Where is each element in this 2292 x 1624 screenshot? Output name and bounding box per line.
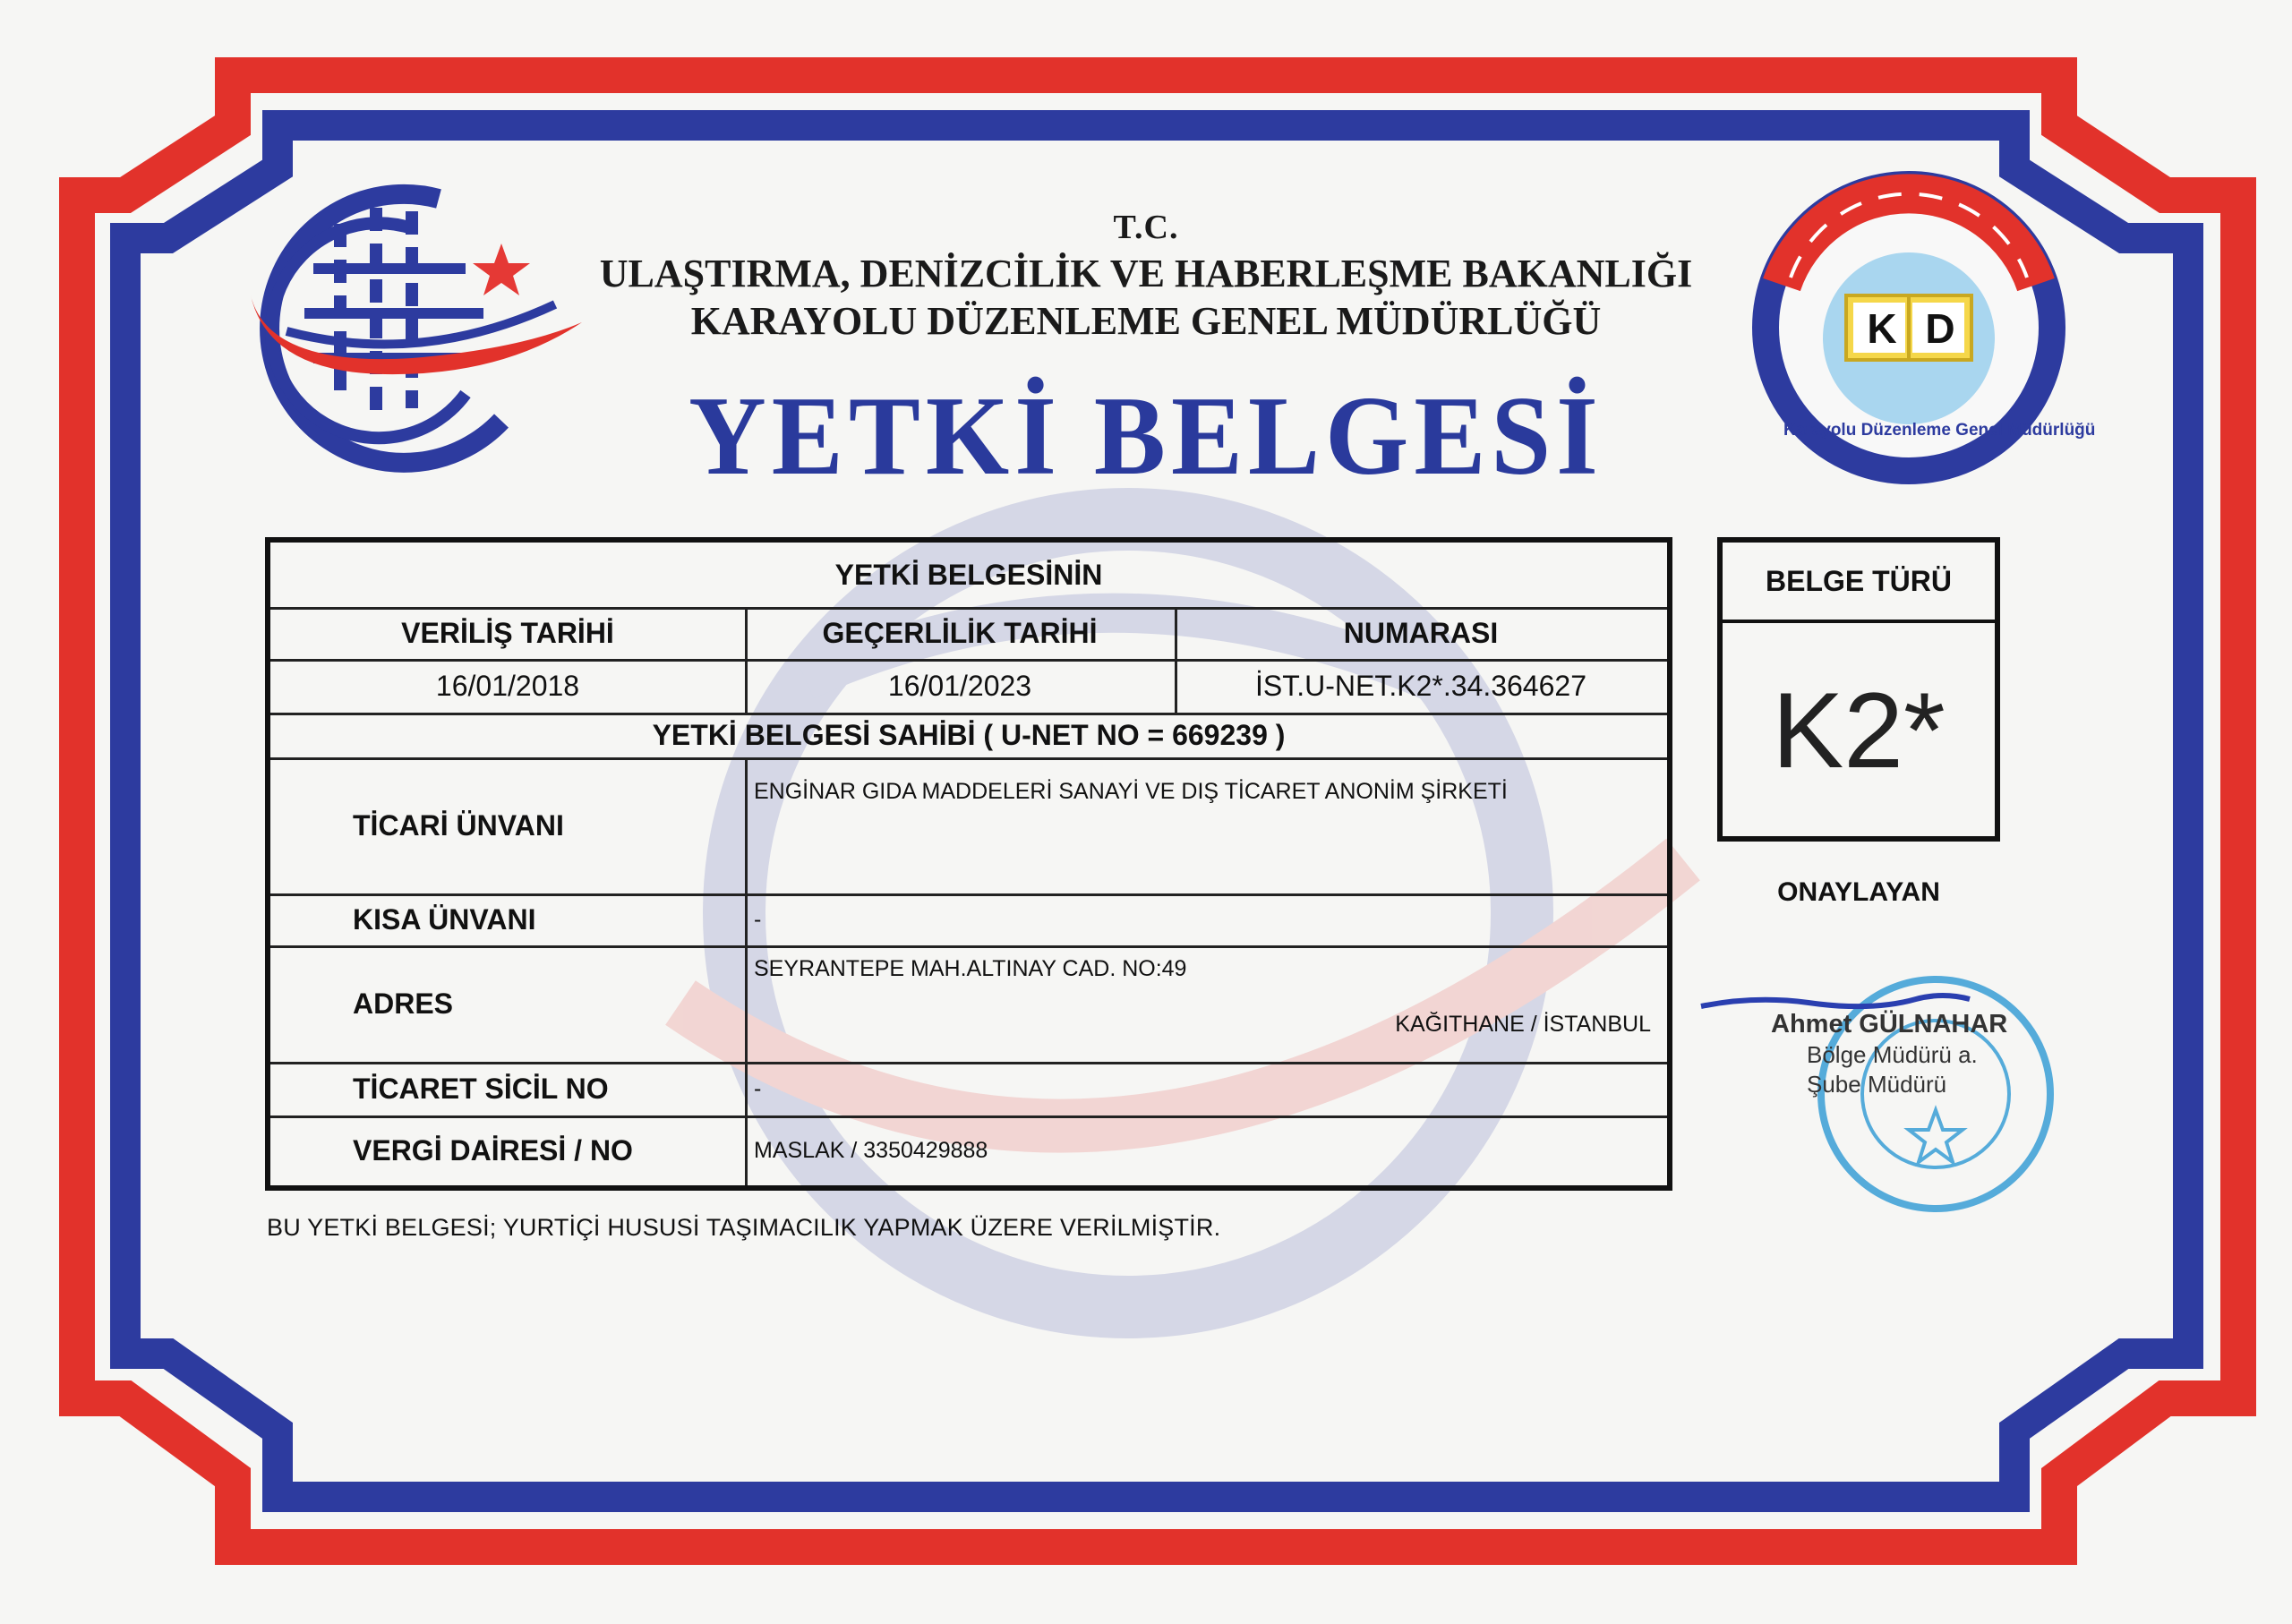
number-value: İST.U-NET.K2*.34.364627 (1255, 669, 1586, 702)
document-type-box (1717, 537, 2000, 842)
tax-office-label: VERGİ DAİRESİ / NO (353, 1133, 633, 1167)
address-line-2: KAĞITHANE / İSTANBUL (1395, 1011, 1651, 1037)
issue-date-value: 16/01/2018 (435, 669, 580, 702)
footer-note: BU YETKİ BELGESİ; YURTİÇİ HUSUSİ TAŞIMACILIK YAPMAK ÜZERE VERİLMİŞTİR. (267, 1214, 1221, 1241)
trade-name-label: TİCARİ ÜNVANI (353, 808, 564, 842)
header-tc: T.C. (1113, 209, 1179, 246)
short-name-label: KISA ÜNVANI (353, 902, 536, 936)
col-header-validity-date: GEÇERLİLİK TARİHİ (822, 616, 1098, 649)
kd-letter-d: D (1925, 305, 1955, 352)
kd-ring-text: Karayolu Düzenleme Genel Müdürlüğü (1783, 421, 2096, 440)
col-header-issue-date: VERİLİŞ TARİHİ (401, 616, 614, 649)
validity-date-value: 16/01/2023 (887, 669, 1032, 702)
signer-name: Ahmet GÜLNAHAR (1771, 1010, 2008, 1039)
trade-name-value: ENGİNAR GIDA MADDELERİ SANAYİ VE DIŞ TİCARET ANONİM ŞİRKETİ (754, 779, 1508, 804)
tax-office-value: MASLAK / 3350429888 (754, 1137, 988, 1163)
authorization-table (265, 537, 1672, 1191)
trade-registry-value: - (754, 1075, 762, 1101)
address-label: ADRES (353, 987, 454, 1020)
header-directorate: KARAYOLU DÜZENLEME GENEL MÜDÜRLÜĞÜ (690, 299, 1602, 343)
owner-title: YETKİ BELGESİ SAHİBİ ( U-NET NO = 669239 ) (652, 718, 1286, 751)
document-type-label: BELGE TÜRÜ (1723, 543, 1995, 623)
document-type-value: K2* (1772, 671, 1946, 791)
short-name-value: - (754, 906, 762, 932)
approver-label: ONAYLAYAN (1777, 877, 1940, 907)
signer-title-2: Şube Müdürü (1807, 1071, 1947, 1098)
signature-mark (1701, 996, 1970, 1006)
document-title: YETKİ BELGESİ (688, 372, 1604, 499)
kd-letter-k: K (1867, 305, 1897, 352)
signer-title-1: Bölge Müdürü a. (1807, 1041, 1978, 1068)
col-header-number: NUMARASI (1343, 616, 1499, 649)
trade-registry-label: TİCARET SİCİL NO (353, 1072, 609, 1105)
header-ministry: ULAŞTIRMA, DENİZCİLİK VE HABERLEŞME BAKANLIĞI (599, 252, 1693, 295)
address-line-1: SEYRANTEPE MAH.ALTINAY CAD. NO:49 (754, 955, 1187, 981)
section-title: YETKİ BELGESİNİN (834, 558, 1103, 591)
